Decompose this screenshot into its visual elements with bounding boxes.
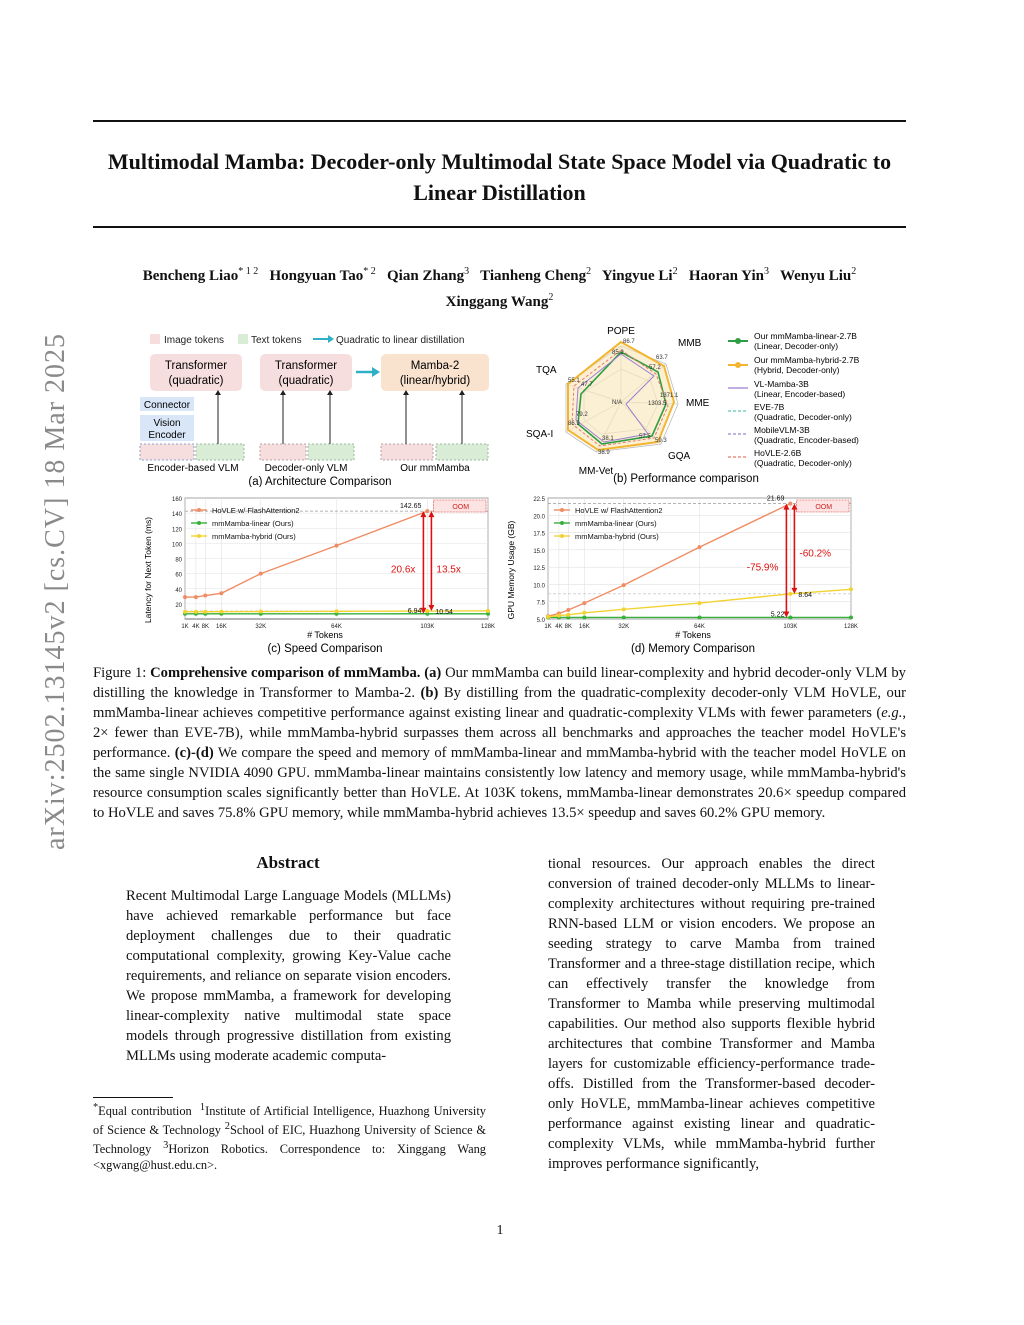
series-point-0	[425, 509, 429, 513]
legend-marker	[560, 508, 564, 512]
legend-text: MobileVLM-3B	[754, 425, 810, 435]
legend-label: mmMamba-linear (Ours)	[575, 519, 657, 528]
y-tick-label: 20	[175, 602, 182, 609]
block-3-name: Mamba-2	[410, 360, 460, 372]
y-tick-label: 12.5	[533, 566, 545, 573]
series-point-2	[183, 610, 187, 614]
radar-value: 57.5	[639, 434, 651, 440]
series-point-1	[849, 615, 853, 619]
annotation-linear-value: 6.94	[407, 607, 422, 615]
block-2-sub: (quadratic)	[278, 375, 334, 387]
x-tick-label: 32K	[255, 624, 267, 630]
footnote-aff2: School of EIC, Huazhong University of Science & Technology	[93, 1123, 487, 1157]
series-point-0	[582, 601, 586, 605]
series-point-2	[546, 615, 550, 619]
x-tick-label: 128K	[480, 624, 496, 630]
caption-b-eg: e.g.	[881, 705, 903, 721]
series-point-2	[566, 613, 570, 617]
series-point-1	[788, 615, 792, 619]
series-point-1	[582, 615, 586, 619]
legend-text: (Quadratic, Decoder-only)	[754, 458, 852, 468]
y-tick-label: 80	[175, 557, 182, 564]
oom-label: OOM	[815, 504, 833, 511]
label-encoder-based: Encoder-based VLM	[147, 463, 239, 474]
x-tick-label: 103K	[783, 624, 798, 630]
series-point-0	[788, 502, 792, 506]
series-point-2	[486, 609, 490, 613]
series-point-2	[849, 587, 853, 591]
caption-b-text-2: , 2× fewer than EVE-7B), while mmMamba-hybrid surpasses them across all benchmarks and approaches the teacher model HoVLE's performance.	[93, 705, 906, 761]
series-point-1	[698, 615, 702, 619]
caption-cd-text: We compare the speed and memory of mmMamba-linear and mmMamba-hybrid with the teacher model HoVLE on the same single NVIDIA 4090 GPU. mmMamba-linear maintains consistently low latency and memory usage, while mmMamba-hybrid's resource consumption scales significantly better than HoVLE. At 103K tokens, mmMamba-linear demonstrates 20.6× speedup compared to HoVLE and saves 75.8% GPU memory, while mmMamba-hybrid achieves 13.5× speedup and saves 60.2% GPU memory.	[93, 745, 906, 821]
distill-arrowhead-icon	[328, 335, 334, 343]
y-tick-label: 17.5	[533, 531, 545, 538]
legend-text-tokens: Text tokens	[251, 335, 302, 346]
arxiv-stamp: arXiv:2502.13145v2 [cs.CV] 18 Mar 2025	[40, 332, 71, 850]
radar-value: 47.7	[581, 382, 593, 388]
x-tick-label: 16K	[579, 624, 590, 630]
series-point-0	[698, 545, 702, 549]
image-token-row	[140, 444, 194, 460]
author: Bencheng Liao$^{* 1 2}$	[142, 266, 259, 284]
radar-value: 85.2	[612, 350, 624, 356]
legend-label: mmMamba-hybrid (Ours)	[575, 532, 659, 541]
legend-text: (Hybrid, Decoder-only)	[754, 365, 840, 375]
legend-label: mmMamba-linear (Ours)	[212, 519, 294, 528]
series-point-2	[582, 611, 586, 615]
x-tick-label: 1K	[544, 624, 552, 630]
author: Wenyu Liu$^2$	[779, 266, 857, 284]
x-tick-label: 103K	[420, 624, 435, 630]
author: Tianheng Cheng$^2$	[480, 266, 592, 284]
panel-d-caption: (d) Memory Comparison	[631, 643, 755, 655]
abstract-heading: Abstract	[256, 853, 320, 872]
block-1-name: Transformer	[164, 360, 228, 372]
x-tick-label: 64K	[331, 624, 342, 630]
legend-marker	[197, 521, 201, 525]
radar-value: 79.2	[576, 412, 588, 418]
series-point-2	[194, 610, 198, 614]
axis-label-mmvet: MM-Vet	[578, 466, 614, 477]
series-point-2	[788, 592, 792, 596]
series-point-0	[219, 591, 223, 595]
y-tick-label: 20.0	[533, 514, 545, 521]
y-tick-label: 140	[171, 512, 182, 519]
annotation-linear-value: 5.22	[770, 611, 785, 619]
text-token-row	[436, 444, 488, 460]
y-tick-label: 40	[175, 587, 182, 594]
radar-value: N/A	[612, 400, 623, 406]
y-tick-label: 22.5	[533, 497, 545, 503]
legend-text: (Linear, Decoder-only)	[754, 341, 839, 351]
label-our-mmmamba: Our mmMamba	[400, 463, 470, 474]
panel-a-architecture	[138, 327, 538, 487]
radar-value: 38.9	[598, 450, 610, 456]
legend-marker	[197, 534, 201, 538]
legend-text: VL-Mamba-3B	[754, 379, 809, 389]
x-tick-label: 4K	[555, 624, 563, 630]
radar-legend	[728, 331, 860, 468]
legend-text: (Quadratic, Encoder-based)	[754, 435, 859, 445]
radar-value: 86.9	[568, 421, 580, 427]
author: Xinggang Wang$^2$	[445, 292, 554, 310]
legend-marker	[560, 521, 564, 525]
caption-cd-tag: (c)-(d)	[174, 745, 214, 761]
legend-text: Our mmMamba-linear-2.7B	[754, 331, 857, 341]
radar-value: 1303.5	[648, 401, 667, 407]
caption-b-tag: (b)	[420, 685, 439, 701]
image-token-row	[260, 444, 306, 460]
x-tick-label: 8K	[564, 624, 572, 630]
axis-label-gqa: GQA	[668, 451, 691, 462]
x-tick-label: 4K	[192, 624, 200, 630]
footnote-equal: Equal contribution	[98, 1104, 192, 1119]
ratio-label-hybrid: -60.2%	[799, 548, 832, 560]
x-tick-label: 128K	[843, 624, 859, 630]
chart-d-xlabel: # Tokens	[675, 630, 711, 640]
abstract-right-text: tional resources. Our approach enables the direct conversion of trained decoder-only MLLMs to linear-complexity architectures without requiring pre-trained RNN-based LLM or vision encoders. We propose an seeding strategy to carve Mamba from trained Transformer and a three-stage distillation recipe, which can effectively transfer the knowledge from Transformer to Mamba while preserving multimodal capabilities. Our method also supports flexible hybrid architectures that combine Transformer and Mamba layers for customizable efficiency-performance trade-offs. Distilled from the Transformer-based decoder-only HoVLE, mmMamba-linear achieves competitive performance against existing linear and quadratic-complexity VLMs, while mmMamba-hybrid further improves performance significantly,	[548, 856, 875, 1172]
text-token-row	[308, 444, 354, 460]
panel-d-memory-chart	[506, 488, 866, 660]
axis-label-pope: POPE	[607, 326, 635, 337]
footnote: *Equal contribution $^1$Institute of Artificial Intelligence, Huazhong University of Science & Technology $^2$School of EIC, Huazhong University of Science & Technology $^3$Horizon Robotics. Correspondence to: Xinggang Wang <xgwang@hust.edu.cn>.	[93, 1102, 487, 1173]
radar-value: 1371.1	[660, 393, 679, 399]
chart-d-ylabel: GPU Memory Usage (GB)	[506, 520, 516, 620]
ratio-label-linear: 20.6x	[390, 564, 416, 576]
series-point-2	[698, 601, 702, 605]
author-list	[93, 261, 906, 313]
axis-label-mmb: MMB	[678, 338, 702, 349]
y-tick-label: 15.0	[533, 548, 545, 555]
x-tick-label: 64K	[694, 624, 705, 630]
arrowhead-icon	[428, 605, 434, 611]
series-point-0	[194, 595, 198, 599]
series-point-2	[425, 609, 429, 613]
series-point-2	[203, 610, 207, 614]
panel-b-radar	[506, 324, 906, 486]
axis-label-tqa: TQA	[536, 365, 557, 376]
legend-marker	[560, 534, 564, 538]
annotation-top-value: 142.65	[399, 503, 422, 511]
abstract-left-text: Recent Multimodal Large Language Models (MLLMs) have achieved remarkable performance but face deployment challenges due to their quadratic computational complexity, growing Key-Value cache requirements, and reliance on separate vision encoders. We propose mmMamba, a framework for developing linear-complexity native multimodal state space models through progressive distillation from existing MLLMs using moderate academic computa-	[126, 888, 451, 1064]
legend-marker-hybrid	[735, 362, 741, 368]
oom-label: OOM	[452, 504, 470, 511]
series-point-0	[622, 583, 626, 587]
legend-label: HoVLE w/ FlashAttention2	[575, 506, 663, 515]
y-tick-label: 7.5	[536, 600, 545, 607]
figure-1	[93, 322, 906, 662]
caption-bold: Comprehensive comparison of mmMamba.	[150, 665, 421, 681]
author: Haoran Yin$^3$	[688, 266, 769, 284]
caption-a-tag: (a)	[424, 665, 442, 681]
paper-title: Multimodal Mamba: Decoder-only Multimodal State Space Model via Quadratic to Linear Distillation	[107, 149, 892, 205]
radar-value: 55.1	[568, 378, 580, 384]
x-tick-label: 16K	[216, 624, 227, 630]
block-2-name: Transformer	[274, 360, 338, 372]
series-point-0	[566, 608, 570, 612]
legend-text: (Quadratic, Decoder-only)	[754, 412, 852, 422]
annotation-hybrid-value: 8.64	[798, 591, 813, 599]
legend-distill: Quadratic to linear distillation	[336, 335, 465, 346]
series-point-0	[259, 572, 263, 576]
legend-text: HoVLE-2.6B	[754, 448, 802, 458]
ratio-label-linear: -75.9%	[746, 562, 779, 574]
legend-marker	[197, 508, 201, 512]
legend-text: EVE-7B	[754, 402, 785, 412]
legend-label: HoVLE w/ FlashAttention2	[212, 506, 300, 515]
connector-label: Connector	[143, 400, 191, 411]
radar-value: 86.7	[623, 339, 635, 345]
axis-label-mme: MME	[686, 398, 710, 409]
block-3-sub: (linear/hybrid)	[399, 375, 471, 387]
title-bottom-rule	[93, 226, 906, 228]
x-tick-label: 8K	[201, 624, 209, 630]
footnote-aff3: Horizon Robotics.	[168, 1142, 268, 1157]
caption-a-text: Our mmMamba can build linear-complexity and hybrid decoder-only VLM by distilling the knowledge in Transformer to Mamba-2.	[93, 665, 906, 701]
label-decoder-only: Decoder-only VLM	[264, 463, 348, 474]
axis-label-sqai: SQA-I	[526, 429, 554, 440]
author: Yingyue Li$^2$	[601, 266, 678, 284]
series-point-2	[219, 610, 223, 614]
y-tick-label: 10.0	[533, 583, 545, 590]
author: Qian Zhang$^3$	[387, 266, 470, 284]
footnote-corr: Correspondence to: Xinggang Wang <xgwang@hust.edu.cn>.	[93, 1142, 486, 1173]
top-rule	[93, 120, 906, 122]
vision-encoder-label-2: Encoder	[148, 430, 186, 441]
series-point-1	[622, 615, 626, 619]
text-token-swatch	[238, 334, 248, 344]
x-tick-label: 1K	[181, 624, 189, 630]
chart-c-xlabel: # Tokens	[307, 630, 343, 640]
page-number: 1	[496, 1223, 504, 1238]
y-tick-label: 100	[171, 542, 182, 549]
chart-c-ylabel: Latency for Next Token (ms)	[143, 516, 153, 624]
text-token-row	[196, 444, 244, 460]
x-tick-label: 32K	[618, 624, 630, 630]
caption-label: Figure 1:	[93, 665, 147, 681]
legend-text: (Linear, Encoder-based)	[754, 389, 846, 399]
radar-value: 38.1	[602, 436, 614, 442]
series-point-2	[335, 609, 339, 613]
radar-value: 59.3	[655, 438, 667, 444]
series-point-2	[557, 614, 561, 618]
caption-b-text-1: By distilling from the quadratic-complexity decoder-only VLM HoVLE, our mmMamba-linear achieves competitive performance against existing linear and quadratic-complexity VLMs with fewer parameters (	[93, 685, 907, 721]
panel-b-caption: (b) Performance comparison	[613, 473, 759, 485]
vision-encoder-label-1: Vision	[153, 418, 181, 429]
y-tick-label: 5.0	[536, 618, 545, 624]
y-tick-label: 160	[171, 497, 182, 503]
panel-c-caption: (c) Speed Comparison	[267, 643, 383, 655]
distill-arrowhead-main-icon	[372, 367, 380, 377]
series-point-2	[622, 607, 626, 611]
ratio-label-hybrid: 13.5x	[436, 564, 461, 576]
footnote-aff1: Institute of Artificial Intelligence, Huazhong University of Science & Technology	[93, 1104, 486, 1138]
legend-image-tokens: Image tokens	[164, 335, 225, 346]
radar-value: 57.2	[649, 365, 661, 371]
panel-a-caption: (a) Architecture Comparison	[248, 476, 392, 487]
series-point-0	[203, 594, 207, 598]
series-point-2	[259, 610, 263, 614]
legend-marker-linear	[735, 338, 741, 344]
annotation-hybrid-value: 10.54	[435, 609, 453, 617]
image-token-swatch	[150, 334, 160, 344]
annotation-top-value: 21.69	[766, 495, 785, 503]
panel-c-speed-chart	[143, 488, 503, 660]
legend-label: mmMamba-hybrid (Ours)	[212, 532, 296, 541]
legend-text: Our mmMamba-hybrid-2.7B	[754, 355, 860, 365]
block-1-sub: (quadratic)	[168, 375, 224, 387]
y-tick-label: 120	[171, 527, 182, 534]
series-point-0	[335, 544, 339, 548]
y-tick-label: 60	[175, 572, 182, 579]
series-point-0	[183, 595, 187, 599]
image-token-row	[381, 444, 433, 460]
figure-caption	[93, 663, 906, 823]
radar-value: 63.7	[656, 355, 668, 361]
author: Hongyuan Tao$^{* 2}$	[269, 266, 376, 284]
footnote-rule	[93, 1097, 173, 1098]
